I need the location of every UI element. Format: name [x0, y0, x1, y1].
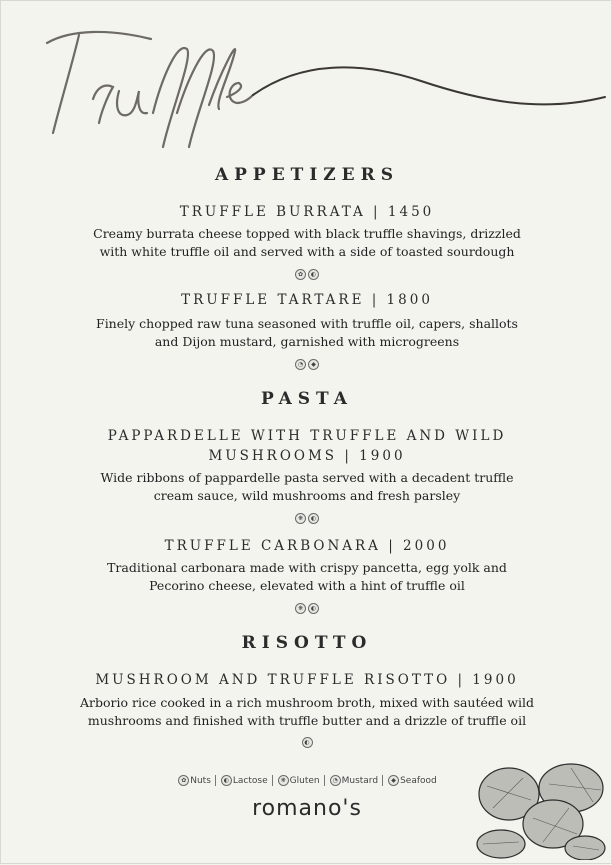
- legend-label: Mustard: [341, 776, 379, 786]
- desc-line: Arborio rice cooked in a rich mushroom broth, mixed with sautéed wild: [80, 695, 534, 710]
- item-desc-pappardelle: [71, 469, 543, 505]
- legend-item: [329, 775, 378, 786]
- item-title-truffle-burrata: TRUFFLE BURRATA | 1450: [179, 204, 435, 220]
- section-title-risotto: RISOTTO: [241, 633, 373, 653]
- brand-logo: romano's: [252, 796, 362, 821]
- seafood-icon: ◆: [388, 775, 399, 786]
- allergen-icons: [1, 732, 612, 744]
- divider: [324, 775, 325, 786]
- nuts-icon: ✿: [295, 269, 306, 280]
- truffle-script-logo: [1, 1, 612, 161]
- lactose-icon: ◐: [221, 775, 232, 786]
- item-desc-truffle-burrata: [71, 225, 543, 261]
- legend-item: [387, 775, 437, 786]
- lactose-icon: ◐: [308, 603, 319, 614]
- legend-item: [277, 775, 320, 786]
- truffle-illustration: [473, 756, 609, 860]
- menu-header: [1, 1, 612, 161]
- gluten-icon: ❋: [295, 603, 306, 614]
- legend-item: [177, 775, 211, 786]
- lactose-icon: ◐: [308, 513, 319, 524]
- legend-item: [220, 775, 268, 786]
- legend-label: Lactose: [232, 776, 268, 786]
- allergen-icons: [1, 354, 612, 366]
- allergen-icons: [1, 598, 612, 610]
- allergen-icons: [1, 508, 612, 520]
- item-title-line: MUSHROOMS | 1900: [208, 448, 406, 464]
- desc-line: Wide ribbons of pappardelle pasta served with a decadent truffle: [100, 470, 514, 485]
- item-desc-mushroom-truffle-risotto: [71, 694, 543, 730]
- mustard-icon: ◔: [295, 359, 306, 370]
- item-title-truffle-carbonara: TRUFFLE CARBONARA | 2000: [164, 538, 450, 554]
- desc-line: Finely chopped raw tuna seasoned with truffle oil, capers, shallots: [96, 316, 518, 331]
- section-title-pasta: PASTA: [261, 389, 353, 409]
- item-title-line: PAPPARDELLE WITH TRUFFLE AND WILD: [107, 428, 507, 444]
- seafood-icon: ◆: [308, 359, 319, 370]
- divider: [272, 775, 273, 786]
- mustard-icon: ◔: [330, 775, 341, 786]
- desc-line: mushrooms and finished with truffle butter and a drizzle of truffle oil: [87, 713, 527, 728]
- divider: [382, 775, 383, 786]
- legend-label: Seafood: [400, 776, 437, 786]
- desc-line: cream sauce, wild mushrooms and fresh parsley: [153, 488, 461, 503]
- item-desc-truffle-carbonara: [71, 559, 543, 595]
- desc-line: Traditional carbonara made with crispy pancetta, egg yolk and: [107, 560, 507, 575]
- gluten-icon: ❋: [278, 775, 289, 786]
- lactose-icon: ◐: [308, 269, 319, 280]
- item-title-truffle-tartare: TRUFFLE TARTARE | 1800: [181, 292, 433, 308]
- gluten-icon: ❋: [295, 513, 306, 524]
- legend-label: Gluten: [289, 776, 320, 786]
- desc-line: with white truffle oil and served with a side of toasted sourdough: [99, 244, 515, 259]
- legend-label: Nuts: [190, 776, 211, 786]
- section-title-appetizers: APPETIZERS: [214, 165, 400, 185]
- item-title-pappardelle: [61, 426, 553, 466]
- nuts-icon: ✿: [178, 775, 189, 786]
- item-desc-truffle-tartare: [71, 315, 543, 351]
- divider: [215, 775, 216, 786]
- lactose-icon: ◐: [302, 737, 313, 748]
- desc-line: and Dijon mustard, garnished with microgreens: [154, 334, 460, 349]
- item-title-mushroom-truffle-risotto: MUSHROOM AND TRUFFLE RISOTTO | 1900: [95, 672, 519, 688]
- desc-line: Pecorino cheese, elevated with a hint of truffle oil: [149, 578, 465, 593]
- allergen-icons: [1, 264, 612, 276]
- desc-line: Creamy burrata cheese topped with black truffle shavings, drizzled: [93, 226, 521, 241]
